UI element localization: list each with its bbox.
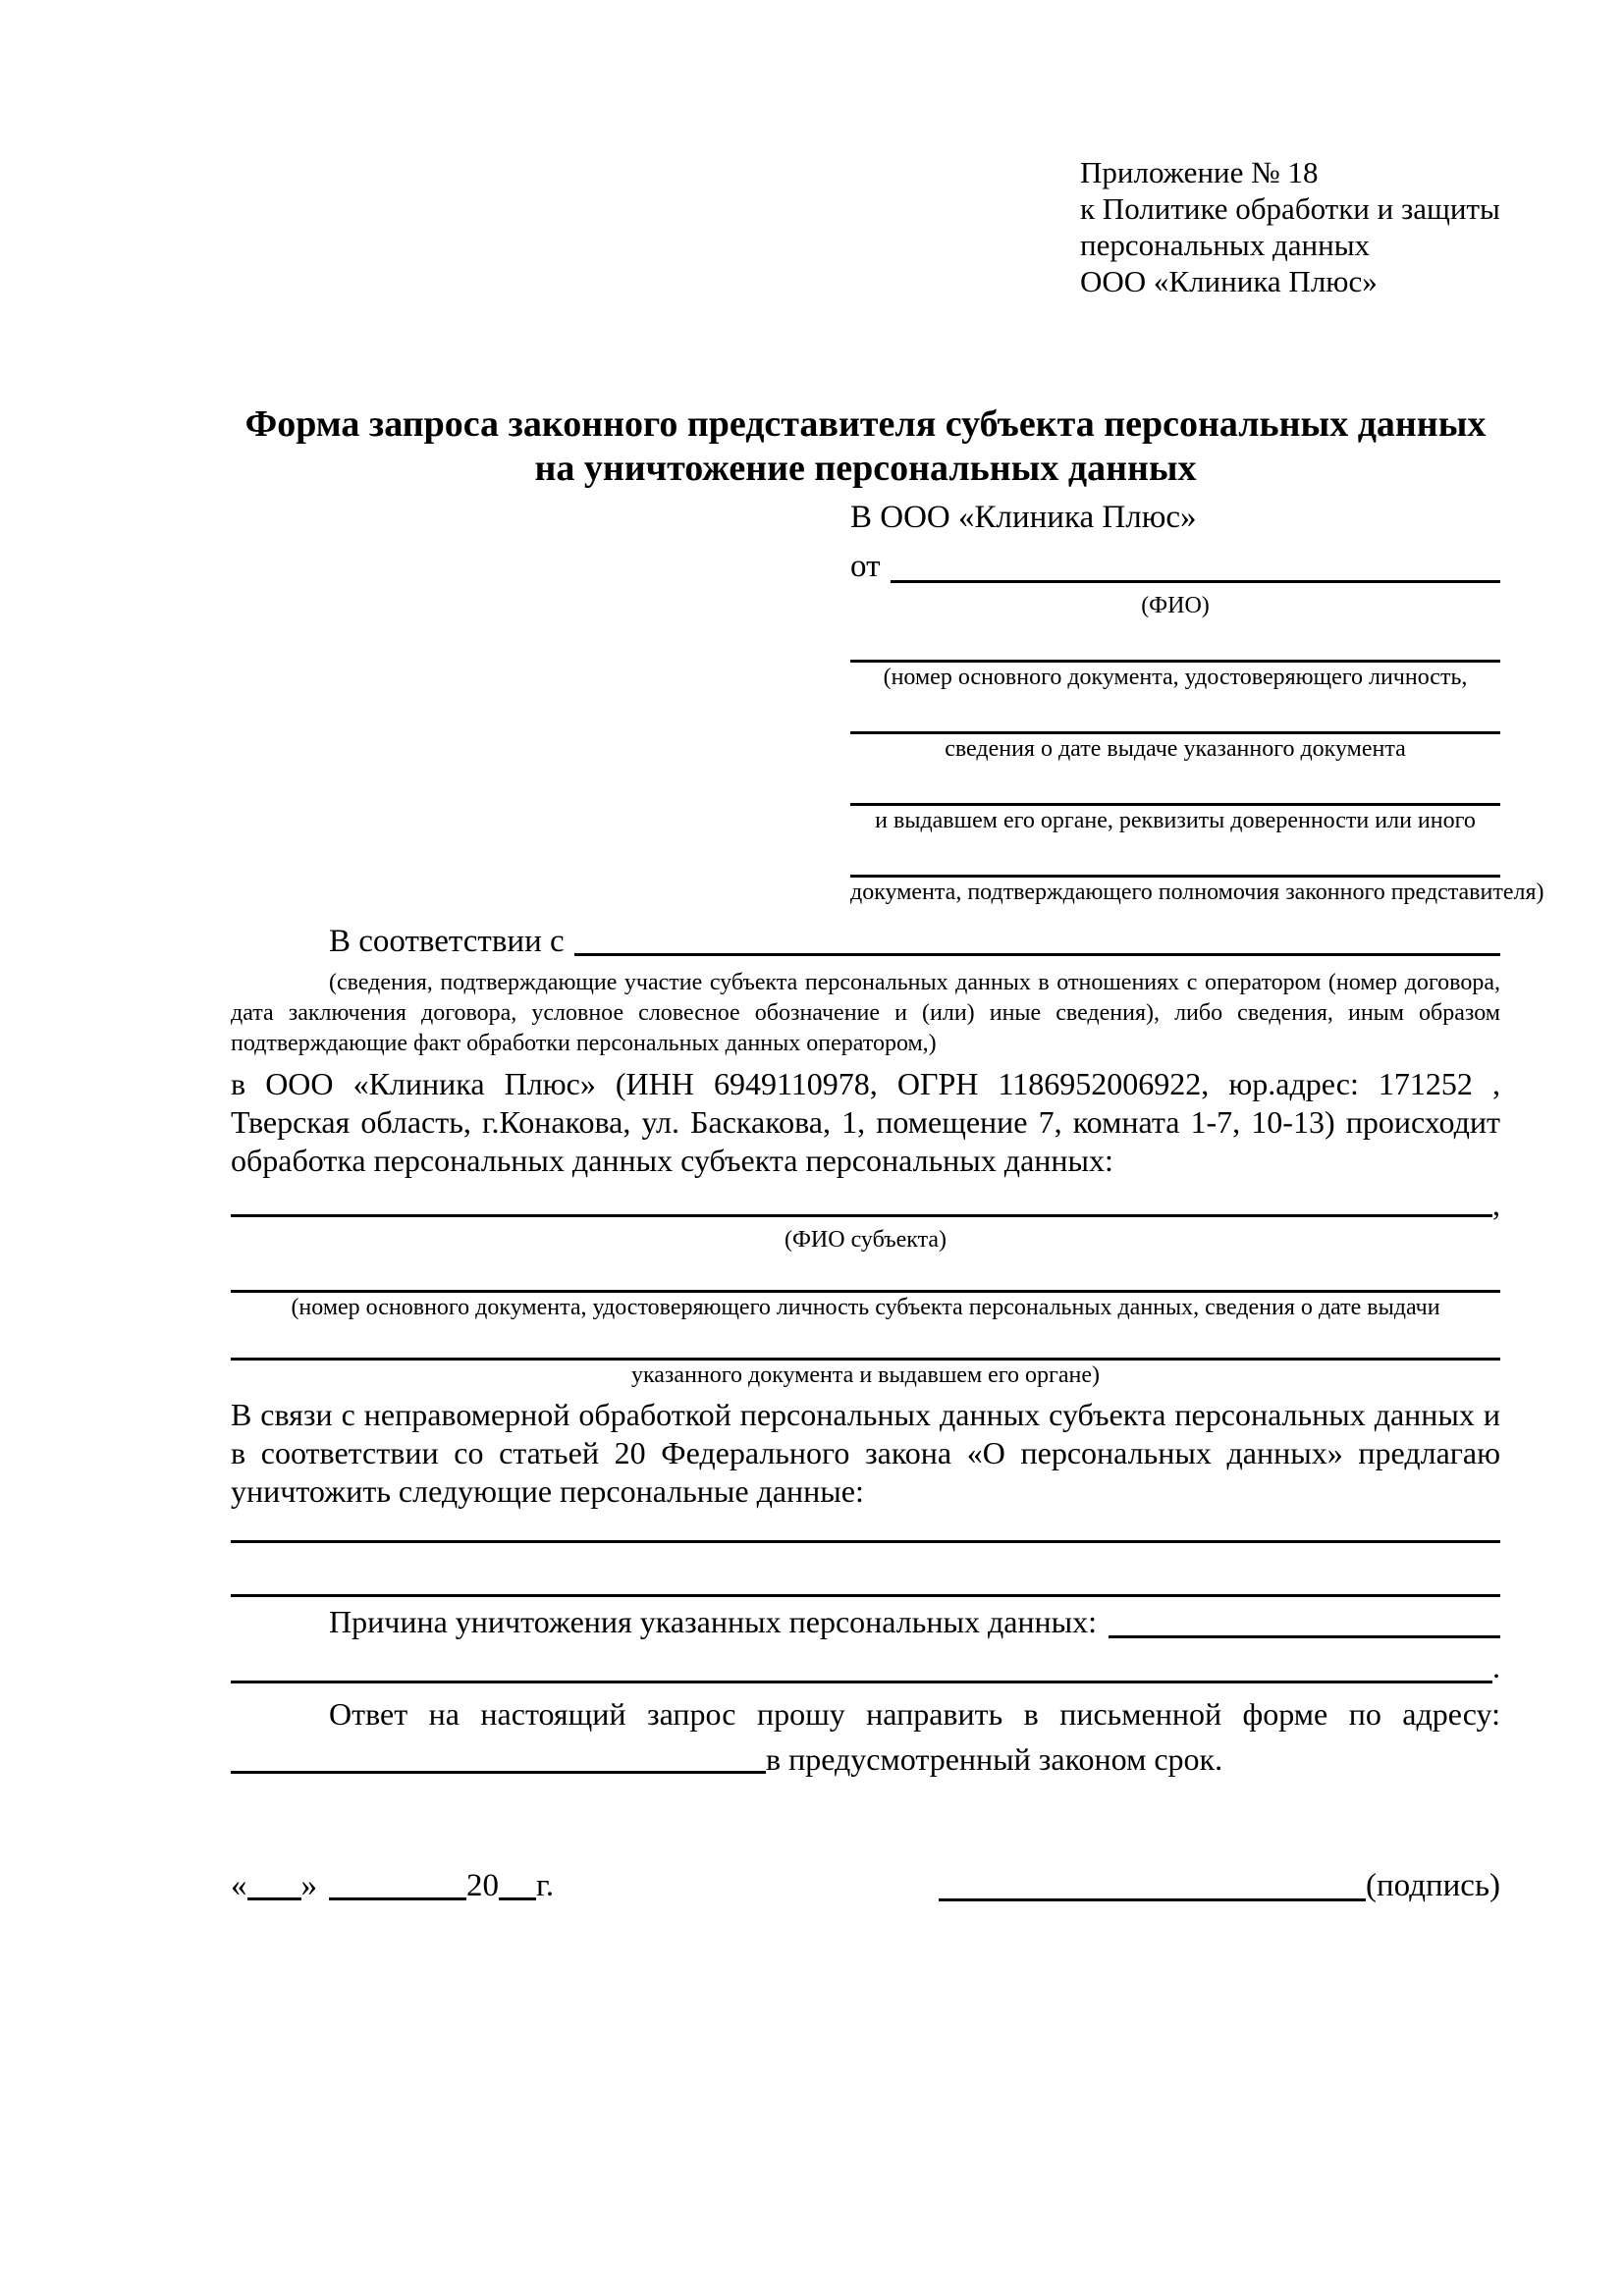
from-row [850, 542, 1500, 591]
reason-continuation-row [231, 1646, 1500, 1691]
signature-line [939, 1862, 1366, 1901]
id-doc-line-4 [850, 835, 1500, 878]
operator-paragraph: в ООО «Клиника Плюс» (ИНН 6949110978, ОГРН 1186952006922, юр.адрес: 171252 , Тверская область, г.Конакова, ул. Баскакова, 1, помещение 7, комната 1-7, 10-13) происходит обработка персональных данных субъекта персональных данных: [231, 1066, 1500, 1178]
form-title-line-1: Форма запроса законного представителя субъекта персональных данных [244, 403, 1487, 445]
reply-suffix: в предусмотренный законом срок. [766, 1741, 1223, 1777]
quote-open: « [231, 1868, 247, 1903]
accordance-row [231, 919, 1500, 964]
form-title-line-2: на уничтожение персональных данных [534, 448, 1197, 489]
appendix-line: ООО «Клиника Плюс» [1080, 264, 1378, 298]
id-doc-caption-4: документа, подтверждающего полномочия законного представителя) [850, 880, 1544, 905]
reply-address-row [231, 1736, 1500, 1782]
reply-paragraph: Ответ на настоящий запрос прошу направить в письменной форме по адресу: [329, 1696, 1500, 1732]
footer-row [231, 1862, 1500, 1909]
request-paragraph: В связи с неправомерной обработкой персональных данных субъекта персональных данных и в соответствии со статьей 20 Федерального закона «О персональных данных» предлагаю уничтожить следующие персональные данные: [231, 1397, 1500, 1509]
fio-caption: (ФИО) [1141, 593, 1210, 618]
date-day-line [247, 1897, 301, 1900]
accordance-label: В соответствии с [329, 924, 565, 959]
id-doc-caption-1: (номер основного документа, удостоверяющего личность, [883, 665, 1468, 690]
accordance-caption: (сведения, подтверждающие участие субъекта персональных данных в отношениях с оператором (номер договора, дата заключения договора, условное словесное обозначение и (или) иные сведения), либо сведения, иным образом подтверждающие факт обработки персональных данных оператором,) [231, 970, 1500, 1056]
subject-doc-line-1 [231, 1255, 1500, 1293]
subject-fio-line [231, 1184, 1492, 1217]
date-year-line [499, 1897, 536, 1900]
signature-group [939, 1862, 1500, 1909]
subject-doc-caption-2: указанного документа и выдавшем его органе) [630, 1362, 1101, 1388]
subject-doc-line-2 [231, 1322, 1500, 1361]
from-label: от [850, 549, 881, 584]
form-title [231, 402, 1500, 491]
reason-cont-line [231, 1646, 1492, 1683]
appendix-line: к Политике обработки и защиты [1080, 191, 1500, 226]
appendix-line: персональных данных [1080, 228, 1371, 262]
id-doc-line-3 [850, 764, 1500, 806]
id-doc-caption-3: и выдавшем его органе, реквизиты доверенности или иного [875, 808, 1476, 833]
subject-fio-caption: (ФИО субъекта) [784, 1227, 947, 1253]
date-group [231, 1862, 554, 1909]
appendix-block [1080, 154, 1500, 299]
reply-address-line [231, 1736, 766, 1774]
year-suffix: г. [536, 1868, 555, 1903]
quote-close: » [300, 1868, 317, 1903]
id-doc-line-2 [850, 692, 1500, 734]
addressee-block [850, 493, 1544, 907]
accordance-fill-line [574, 919, 1500, 956]
year-prefix: 20 [466, 1868, 499, 1903]
trailing-period: . [1492, 1649, 1500, 1684]
appendix-line: Приложение № 18 [1080, 155, 1319, 189]
subject-doc-caption-1: (номер основного документа, удостоверяющего личность субъекта персональных данных, сведения о дате выдачи [291, 1295, 1440, 1320]
reason-fill-line [1109, 1597, 1500, 1638]
addressee-org: В ООО «Клиника Плюс» [850, 500, 1197, 535]
from-fill-line [891, 542, 1501, 583]
signature-caption: (подпись) [1366, 1868, 1500, 1903]
subject-fio-row [231, 1184, 1500, 1225]
id-doc-caption-2: сведения о дате выдаче указанного документа [945, 736, 1406, 762]
data-blank-line-1 [231, 1511, 1500, 1543]
date-month-line [329, 1897, 466, 1900]
reason-label: Причина уничтожения указанных персональных данных: [329, 1604, 1098, 1639]
reason-row [231, 1597, 1500, 1646]
id-doc-line-1 [850, 620, 1500, 663]
trailing-comma: , [1492, 1187, 1500, 1222]
data-blank-line-2 [231, 1543, 1500, 1597]
